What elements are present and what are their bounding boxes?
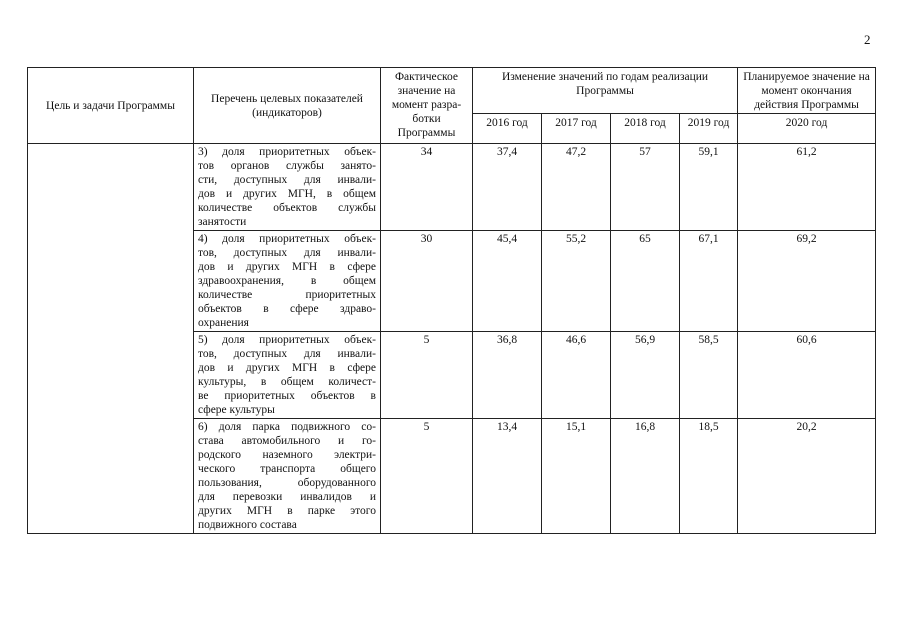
indicator-line: пользования, оборудованного [198,477,376,489]
header-planned: Планируемое значение на момент окончания действия Программы [738,68,876,114]
actual-value-cell: 5 [381,419,473,534]
planned-value-cell: 61,2 [738,144,876,231]
indicator-line: других МГН в парке этого [198,505,376,517]
goal-cell [28,144,194,534]
indicator-line: сти, доступных для инвали- [198,174,376,186]
header-actual: Фактическое значение на момент разра-ботки Программы [381,68,473,144]
year-value-cell: 45,4 [473,231,542,332]
year-value-cell: 36,8 [473,332,542,419]
indicator-line: объектов в сфере здраво- [198,303,376,315]
header-year-2016: 2016 год [473,114,542,144]
indicator-cell [194,144,381,231]
indicator-line: тов, доступных для инвали- [198,247,376,259]
indicator-line: культуры, в общем количест- [198,376,376,388]
indicator-line: количестве приоритетных [198,289,376,301]
actual-value-cell: 5 [381,332,473,419]
indicator-line: 3) доля приоритетных объек- [198,146,376,158]
year-value-cell: 56,9 [611,332,680,419]
indicator-line: тов, доступных для инвали- [198,348,376,360]
indicator-line: дов и других МГН, в общем [198,188,376,200]
year-value-cell: 67,1 [680,231,738,332]
actual-value-cell: 34 [381,144,473,231]
indicator-line: дов и других МГН в сфере [198,261,376,273]
header-year-2019: 2019 год [680,114,738,144]
header-change-group: Изменение значений по годам реализации Программы [473,68,738,114]
year-value-cell: 18,5 [680,419,738,534]
indicator-line: количестве объектов службы [198,202,376,214]
year-value-cell: 47,2 [542,144,611,231]
year-value-cell: 13,4 [473,419,542,534]
indicator-cell [194,419,381,534]
year-value-cell: 16,8 [611,419,680,534]
year-value-cell: 65 [611,231,680,332]
indicator-line: занятости [198,216,247,228]
indicator-line: ве приоритетных объектов в [198,390,376,402]
header-goal: Цель и задачи Программы [28,68,194,144]
indicator-line: 6) доля парка подвижного со- [198,421,376,433]
indicators-table [27,67,876,534]
table-row [28,144,876,231]
indicator-line: подвижного состава [198,519,297,531]
header-year-2017: 2017 год [542,114,611,144]
indicator-line: ческого транспорта общего [198,463,376,475]
indicator-line: тов органов службы занято- [198,160,376,172]
planned-value-cell: 69,2 [738,231,876,332]
indicator-line: дов и других МГН в сфере [198,362,376,374]
indicator-line: 4) доля приоритетных объек- [198,233,376,245]
indicator-line: сфере культуры [198,404,275,416]
indicator-line: става автомобильного и го- [198,435,376,447]
year-value-cell: 57 [611,144,680,231]
year-value-cell: 55,2 [542,231,611,332]
indicator-line: для перевозки инвалидов и [198,491,376,503]
year-value-cell: 37,4 [473,144,542,231]
indicator-cell [194,332,381,419]
planned-value-cell: 60,6 [738,332,876,419]
year-value-cell: 46,6 [542,332,611,419]
year-value-cell: 59,1 [680,144,738,231]
year-value-cell: 15,1 [542,419,611,534]
page-number: 2 [864,32,871,47]
actual-value-cell: 30 [381,231,473,332]
indicator-cell [194,231,381,332]
indicator-line: здравоохранения, в общем [198,275,376,287]
header-year-2020: 2020 год [738,114,876,144]
indicator-line: родского наземного электри- [198,449,376,461]
indicator-line: охранения [198,317,249,329]
year-value-cell: 58,5 [680,332,738,419]
indicator-line: 5) доля приоритетных объек- [198,334,376,346]
planned-value-cell: 20,2 [738,419,876,534]
header-year-2018: 2018 год [611,114,680,144]
header-indicators: Перечень целевых показателей (индикаторов) [194,68,381,144]
